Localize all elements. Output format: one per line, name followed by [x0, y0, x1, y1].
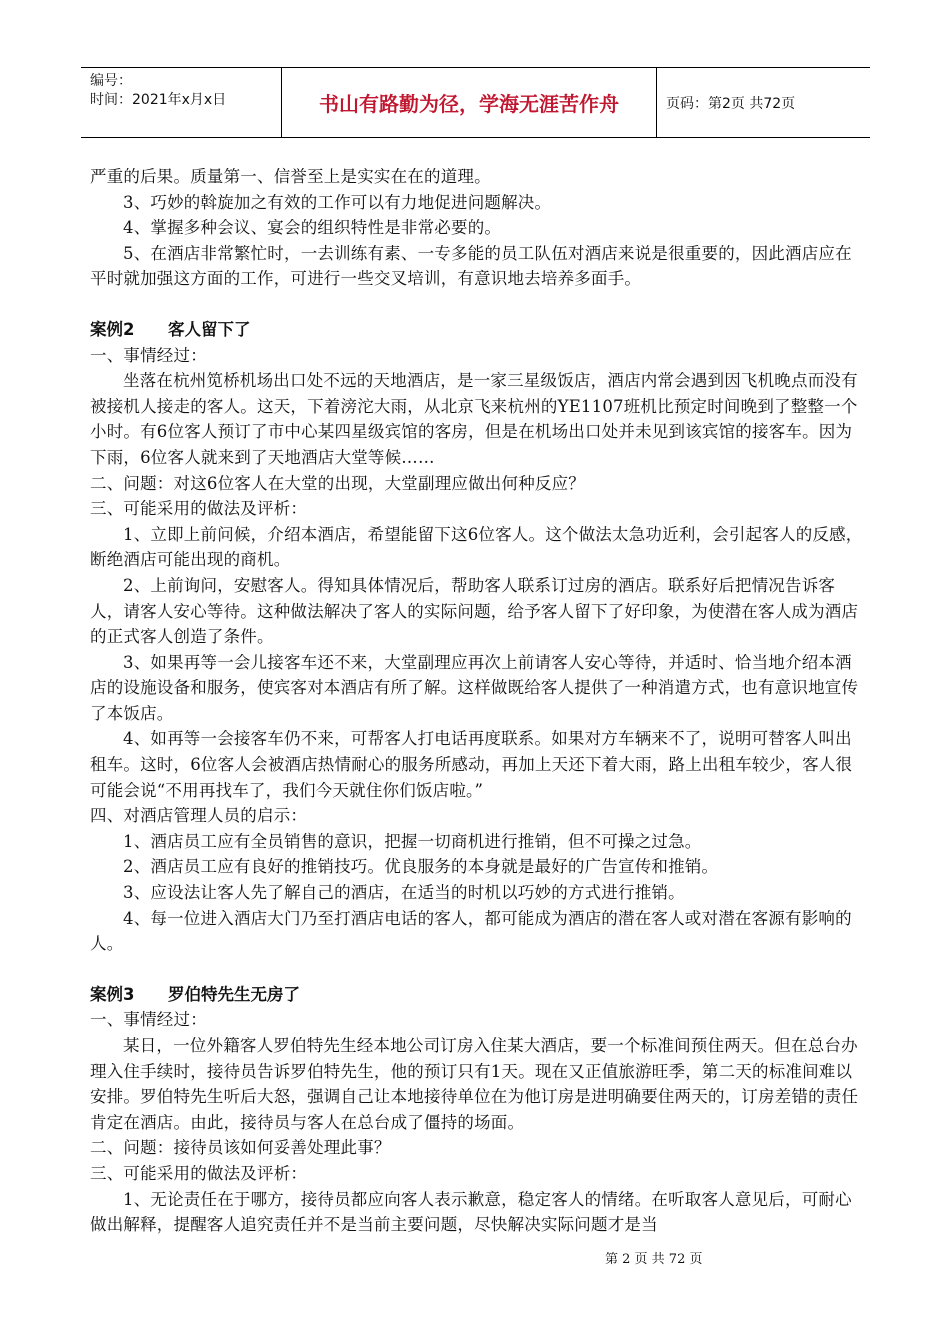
paragraph: 严重的后果。质量第一、信誉至上是实实在在的道理。	[90, 167, 491, 186]
document-time-label: 时间：2021年x月x日	[90, 92, 227, 108]
case-3-number: 案例3	[90, 984, 135, 1004]
case-3-title: 罗伯特先生无房了	[168, 984, 300, 1004]
paragraph: 3、应设法让客人先了解自己的酒店，在适当的时机以巧妙的方式进行推销。	[123, 883, 685, 903]
case-2-title: 客人留下了	[168, 319, 251, 339]
paragraph: 坐落在杭州笕桥机场出口处不远的天地酒店，是一家三星级饭店，酒店内常会遇到因飞机晚点而没有被接机人接走的客人。这天，下着滂沱大雨，从北京飞来杭州的YE1107班机比预定时间晚到了整整一个小时。有6位客人预订了市中心某四星级宾馆的客房，但是在机场出口处并未见到该宾馆的接客车。因为下雨，6位客人就来到了天地酒店大堂等候……	[90, 371, 858, 467]
document-number-label: 编号：	[90, 73, 132, 89]
paragraph: 2、酒店员工应有良好的推销技巧。优良服务的本身就是最好的广告宣传和推销。	[123, 857, 719, 877]
paragraph: 4、每一位进入酒店大门乃至打酒店电话的客人，都可能成为酒店的潜在客人或对潜在客源有影响的人。	[90, 908, 852, 954]
case-2-heading	[90, 317, 866, 343]
paragraph: 1、酒店员工应有全员销售的意识，把握一切商机进行推销，但不可操之过急。	[123, 831, 702, 851]
document-body	[90, 164, 866, 1238]
paragraph: 4、如再等一会接客车仍不来，可帮客人打电话再度联系。如果对方车辆来不了，说明可替客人叫出租车。这时，6位客人会被酒店热情耐心的服务所感动，再加上天还下着大雨，路上出租车较少，客人很可能会说“不用再找车了，我们今天就住你们饭店啦。”	[90, 729, 853, 800]
section-heading: 二、问题：接待员该如何妥善处理此事？	[90, 1138, 391, 1158]
paragraph: 3、如果再等一会儿接客车还不来，大堂副理应再次上前请客人安心等待，并适时、恰当地介绍本酒店的设施设备和服务，使宾客对本酒店有所了解。这样做既给客人提供了一种消遣方式，也有意识地宣传了本饭店。	[90, 652, 859, 723]
page-footer: 第 2 页 共 72 页	[605, 1252, 703, 1267]
section-heading: 一、事情经过：	[90, 1010, 207, 1030]
paragraph: 某日，一位外籍客人罗伯特先生经本地公司订房入住某大酒店，要一个标准间预住两天。但在总台办理入住手续时，接待员告诉罗伯特先生，他的预订只有1天。现在又正值旅游旺季，第二天的标准间难以安排。罗伯特先生听后大怒，强调自己让本地接待单位在为他订房是进明确要住两天的，订房差错的责任肯定在酒店。由此，接待员与客人在总台成了僵持的场面。	[90, 1036, 859, 1132]
header-meta	[81, 68, 281, 137]
paragraph: 5、在酒店非常繁忙时，一去训练有素、一专多能的员工队伍对酒店来说是很重要的，因此酒店应在平时就加强这方面的工作，可进行一些交叉培训，有意识地去培养多面手。	[90, 243, 852, 289]
case-3-heading	[90, 982, 866, 1008]
section-heading: 四、对酒店管理人员的启示：	[90, 806, 308, 826]
header-page-label: 页码：第2页 共72页	[666, 95, 796, 112]
paragraph: 3、巧妙的斡旋加之有效的工作可以有力地促进问题解决。	[123, 192, 552, 212]
paragraph: 4、掌握多种会议、宴会的组织特性是非常必要的。	[123, 218, 502, 238]
paragraph: 2、上前询问，安慰客人。得知具体情况后，帮助客人联系订过房的酒店。联系好后把情况告诉客人，请客人安心等待。这种做法解决了客人的实际问题，给予客人留下了好印象，为使潜在客人成为酒店的正式客人创造了条件。	[90, 575, 859, 647]
paragraph: 1、立即上前问候，介绍本酒店，希望能留下这6位客人。这个做法太急功近利，会引起客人的反感，断绝酒店可能出现的商机。	[90, 524, 863, 570]
paragraph: 1、无论责任在于哪方，接待员都应向客人表示歉意，稳定客人的情绪。在听取客人意见后，可耐心做出解释，提醒客人追究责任并不是当前主要问题，尽快解决实际问题才是当	[90, 1189, 852, 1235]
section-heading: 三、可能采用的做法及评析：	[90, 499, 308, 519]
header-motto: 书山有路勤为径，学海无涯苦作舟	[281, 68, 657, 137]
section-heading: 三、可能采用的做法及评析：	[90, 1163, 308, 1183]
case-2-number: 案例2	[90, 319, 135, 339]
section-heading: 二、问题：对这6位客人在大堂的出现，大堂副理应做出何种反应？	[90, 473, 585, 493]
section-heading: 一、事情经过：	[90, 345, 207, 365]
page-header	[81, 67, 870, 138]
